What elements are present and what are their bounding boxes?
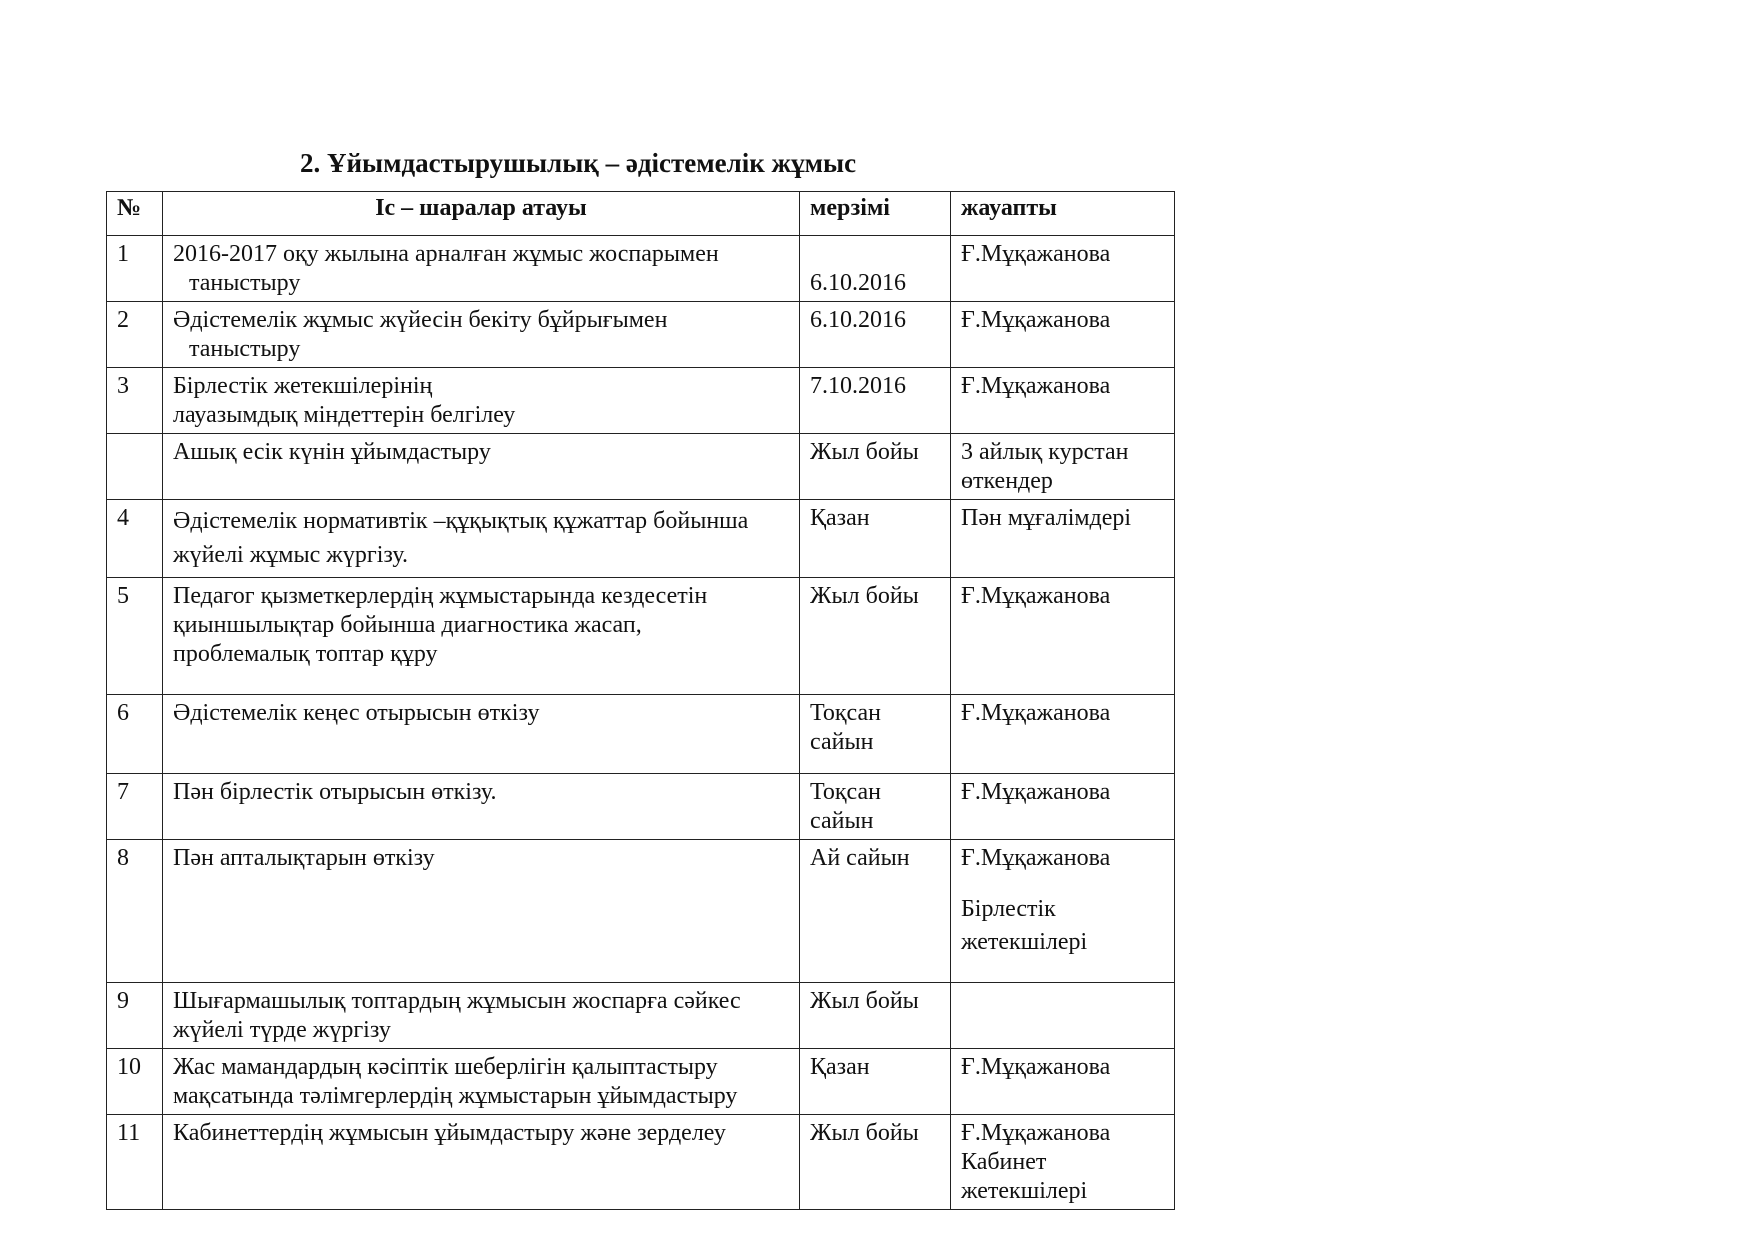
table-row bbox=[107, 1115, 1175, 1210]
row-name-line: Әдістемелік жұмыс жүйесін бекіту бұйрығымен bbox=[173, 307, 668, 333]
header-name: Іс – шаралар атауы bbox=[163, 192, 800, 236]
row-deadline: Қазан bbox=[800, 1049, 951, 1115]
row-name-line: Шығармашылық топтардың жұмысын жоспарға сәйкес bbox=[173, 988, 741, 1014]
row-number bbox=[107, 434, 163, 500]
row-name bbox=[163, 983, 800, 1049]
row-name-line: Әдістемелік нормативтік –құқықтық құжаттар бойынша bbox=[173, 508, 749, 534]
row-name-line: Педагог қызметкерлердің жұмыстарында кездесетін bbox=[173, 583, 708, 609]
table-row bbox=[107, 368, 1175, 434]
row-name-line: таныстыру bbox=[189, 270, 301, 296]
row-name: Пән бірлестік отырысын өткізу. bbox=[163, 774, 800, 840]
header-deadline: мерзімі bbox=[800, 192, 951, 236]
row-name: Әдістемелік кеңес отырысын өткізу bbox=[163, 695, 800, 774]
row-number: 10 bbox=[107, 1049, 163, 1115]
row-name bbox=[163, 302, 800, 368]
header-num: № bbox=[107, 192, 163, 236]
row-responsible: Ғ.Мұқажанова bbox=[951, 1049, 1175, 1115]
row-name-line: лауазымдық міндеттерін белгілеу bbox=[173, 402, 516, 428]
row-number: 11 bbox=[107, 1115, 163, 1210]
table-row bbox=[107, 434, 1175, 500]
row-number: 1 bbox=[107, 236, 163, 302]
row-name-line: 2016-2017 оқу жылына арналған жұмыс жоспарымен bbox=[173, 241, 719, 267]
table-row bbox=[107, 1049, 1175, 1115]
row-responsible: Ғ.Мұқажанова bbox=[951, 695, 1175, 774]
row-responsible: Пән мұғалімдері bbox=[951, 500, 1175, 578]
row-responsible-line: Кабинет bbox=[961, 1149, 1047, 1175]
row-deadline bbox=[800, 774, 951, 840]
row-deadline: Жыл бойы bbox=[800, 434, 951, 500]
table-row bbox=[107, 302, 1175, 368]
row-name bbox=[163, 236, 800, 302]
row-deadline: 6.10.2016 bbox=[800, 302, 951, 368]
row-number: 8 bbox=[107, 840, 163, 983]
table-row bbox=[107, 578, 1175, 695]
table-row bbox=[107, 983, 1175, 1049]
row-responsible-line: 3 айлық курстан bbox=[961, 439, 1129, 465]
row-name-line: Бірлестік жетекшілерінің bbox=[173, 373, 433, 399]
row-deadline: Қазан bbox=[800, 500, 951, 578]
table-row bbox=[107, 500, 1175, 578]
row-name bbox=[163, 1049, 800, 1115]
table-header-row bbox=[107, 192, 1175, 236]
table-row bbox=[107, 774, 1175, 840]
row-name-line: қиыншылықтар бойынша диагностика жасап, bbox=[173, 612, 642, 638]
row-responsible-line: Ғ.Мұқажанова bbox=[961, 1120, 1111, 1146]
table-row bbox=[107, 236, 1175, 302]
row-responsible-line: өткендер bbox=[961, 468, 1053, 494]
row-name-line: проблемалық топтар құру bbox=[173, 641, 438, 667]
row-number: 3 bbox=[107, 368, 163, 434]
row-deadline-line: Тоқсан bbox=[810, 700, 881, 726]
row-deadline-line: сайын bbox=[810, 808, 874, 834]
row-deadline-text: 6.10.2016 bbox=[810, 270, 906, 296]
row-number: 9 bbox=[107, 983, 163, 1049]
row-name-line: жүйелі түрде жүргізу bbox=[173, 1017, 391, 1043]
row-deadline: Жыл бойы bbox=[800, 578, 951, 695]
row-responsible-line: Бірлестік bbox=[961, 896, 1056, 922]
row-deadline: Жыл бойы bbox=[800, 1115, 951, 1210]
row-responsible: Ғ.Мұқажанова bbox=[951, 578, 1175, 695]
header-responsible: жауапты bbox=[951, 192, 1175, 236]
table-row bbox=[107, 695, 1175, 774]
row-name-line: мақсатында тәлімгерлердің жұмыстарын ұйымдастыру bbox=[173, 1083, 738, 1109]
row-number: 2 bbox=[107, 302, 163, 368]
table-row bbox=[107, 840, 1175, 983]
row-name bbox=[163, 578, 800, 695]
row-name-line: Жас мамандардың кәсіптік шеберлігін қалыптастыру bbox=[173, 1054, 718, 1080]
row-responsible bbox=[951, 1115, 1175, 1210]
row-deadline: Ай сайын bbox=[800, 840, 951, 983]
row-name-line: таныстыру bbox=[189, 336, 301, 362]
row-responsible: Ғ.Мұқажанова bbox=[951, 236, 1175, 302]
row-responsible bbox=[951, 840, 1175, 983]
row-name: Пән апталықтарын өткізу bbox=[163, 840, 800, 983]
row-name: Кабинеттердің жұмысын ұйымдастыру және зерделеу bbox=[163, 1115, 800, 1210]
row-deadline bbox=[800, 695, 951, 774]
row-number: 7 bbox=[107, 774, 163, 840]
row-responsible bbox=[951, 983, 1175, 1049]
row-number: 5 bbox=[107, 578, 163, 695]
row-number: 4 bbox=[107, 500, 163, 578]
row-responsible bbox=[951, 434, 1175, 500]
row-deadline bbox=[800, 236, 951, 302]
row-deadline: Жыл бойы bbox=[800, 983, 951, 1049]
line-gap bbox=[961, 873, 1164, 893]
page-title: 2. Ұйымдастырушылық – әдістемелік жұмыс bbox=[300, 148, 857, 178]
row-deadline-line: Тоқсан bbox=[810, 779, 881, 805]
row-name bbox=[163, 368, 800, 434]
plan-table bbox=[106, 191, 1175, 1210]
row-responsible: Ғ.Мұқажанова bbox=[951, 774, 1175, 840]
row-deadline: 7.10.2016 bbox=[800, 368, 951, 434]
row-responsible: Ғ.Мұқажанова bbox=[951, 368, 1175, 434]
row-number: 6 bbox=[107, 695, 163, 774]
row-name: Ашық есік күнін ұйымдастыру bbox=[163, 434, 800, 500]
row-deadline-line: сайын bbox=[810, 729, 874, 755]
row-responsible: Ғ.Мұқажанова bbox=[951, 302, 1175, 368]
row-responsible-line: Ғ.Мұқажанова bbox=[961, 845, 1111, 871]
row-responsible-line: жетекшілері bbox=[961, 929, 1088, 955]
row-name bbox=[163, 500, 800, 578]
row-name-line: жүйелі жұмыс жүргізу. bbox=[173, 542, 408, 568]
row-responsible-line: жетекшілері bbox=[961, 1178, 1088, 1204]
